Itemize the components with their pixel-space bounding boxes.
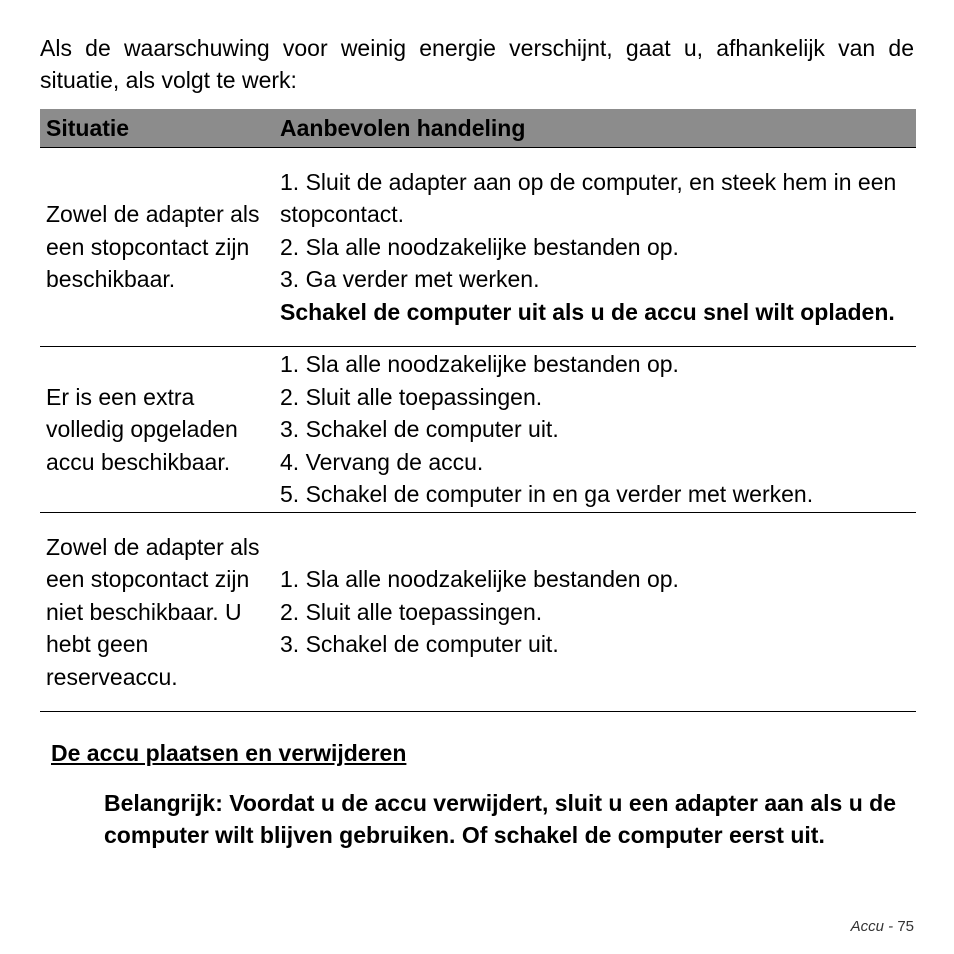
section-heading: De accu plaatsen en verwijderen (51, 740, 407, 766)
page-number: 75 (897, 918, 914, 935)
table-row (40, 513, 916, 712)
intro-paragraph: Als de waarschuwing voor weinig energie verschijnt, gaat u, afhankelijk van de situatie, als volgt te werk: (40, 35, 914, 93)
table-header-row (40, 109, 916, 148)
action-bold-note: Schakel de computer uit als u de accu snel wilt opladen. (280, 298, 895, 325)
action-step: 2. Sla alle noodzakelijke bestanden op. (280, 233, 679, 260)
page-footer (851, 918, 914, 935)
situation-cell: Zowel de adapter als een stopcontact zijn beschikbaar. (46, 201, 260, 293)
header-situation: Situatie (40, 109, 278, 148)
action-cell (278, 513, 916, 712)
action-step: 2. Sluit alle toepassingen. (280, 383, 543, 410)
footer-section-label: Accu - (850, 918, 894, 935)
situation-cell: Zowel de adapter als een stopcontact zijn niet beschikbaar. U hebt geen reserveaccu. (46, 533, 260, 690)
action-cell (278, 347, 916, 513)
action-step: 3. Schakel de computer uit. (280, 631, 559, 658)
table-row (40, 347, 916, 513)
action-step: 3. Ga verder met werken. (280, 266, 540, 293)
action-step: 1. Sla alle noodzakelijke bestanden op. (280, 351, 679, 378)
header-recommended-action: Aanbevolen handeling (278, 109, 916, 148)
low-battery-action-table (40, 109, 916, 712)
action-step: 5. Schakel de computer in en ga verder met werken. (280, 481, 814, 508)
action-step: 3. Schakel de computer uit. (280, 416, 559, 443)
situation-cell: Er is een extra volledig opgeladen accu beschikbaar. (46, 383, 238, 475)
action-step: 1. Sla alle noodzakelijke bestanden op. (280, 566, 679, 593)
action-step: 4. Vervang de accu. (280, 448, 484, 475)
action-cell (278, 148, 916, 347)
important-note: Belangrijk: Voordat u de accu verwijdert, sluit u een adapter aan als u de computer wilt blijven gebruiken. Of schakel de computer eerst uit. (104, 790, 897, 848)
table-row (40, 148, 916, 347)
action-step: 2. Sluit alle toepassingen. (280, 598, 543, 625)
action-step: 1. Sluit de adapter aan op de computer, en steek hem in een stopcontact. (280, 168, 897, 228)
